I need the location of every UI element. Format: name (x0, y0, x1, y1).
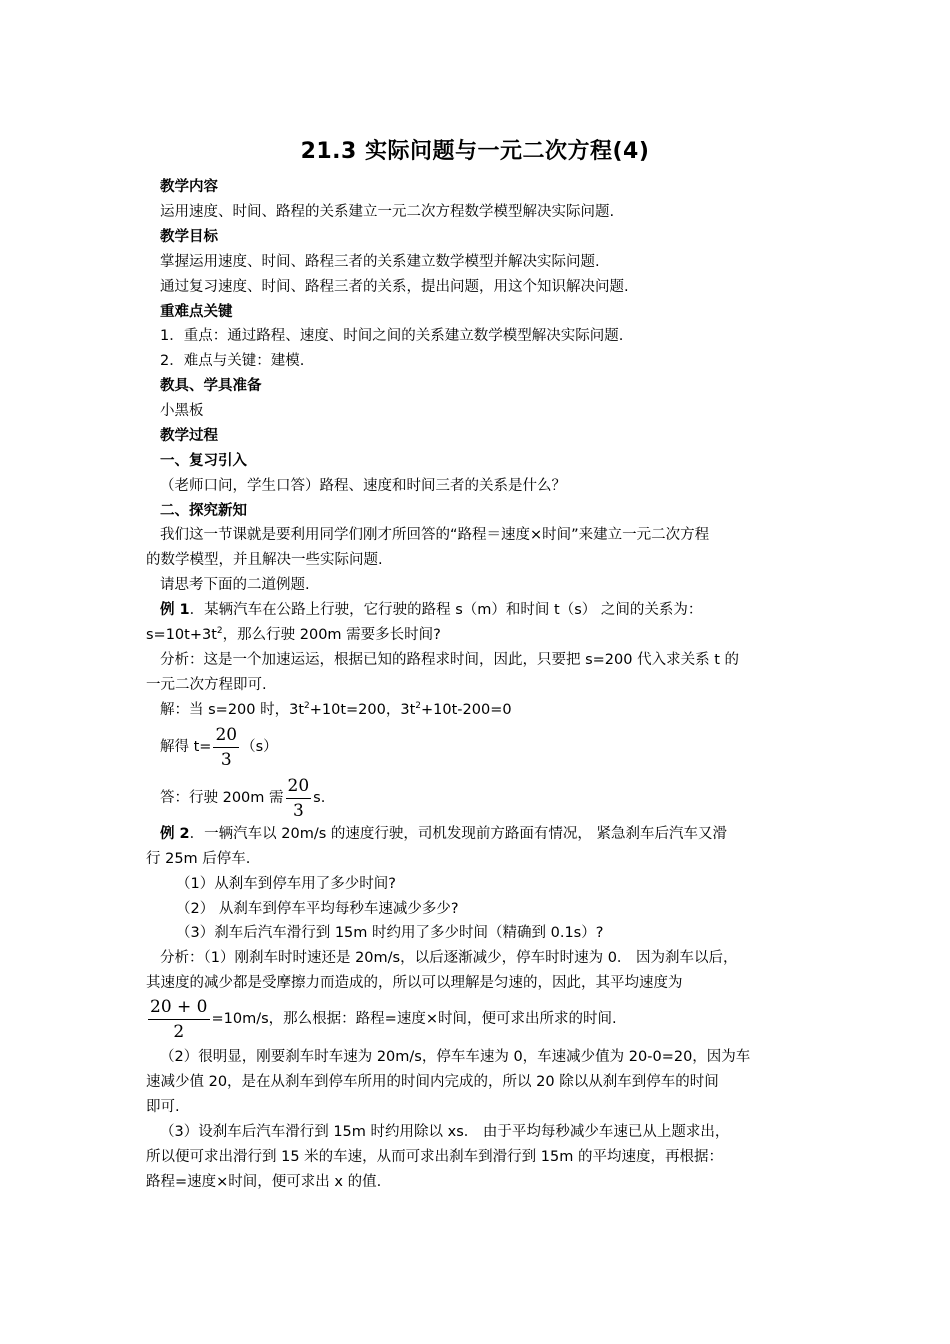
superscript: 2 (216, 626, 223, 637)
heading-review-intro: 一、复习引入 (160, 453, 247, 469)
fraction-numerator: 20 (286, 776, 312, 799)
fraction (286, 776, 312, 821)
result-prefix: 解得 t= (160, 739, 212, 755)
example-1-result (160, 724, 830, 770)
example-1-line-1 (160, 600, 830, 620)
example-2-text: ．一辆汽车以 20m/s 的速度行驶，司机发现前方路面有情况， 紧急刹车后汽车又滑 (189, 826, 727, 842)
example-2-part-3-line-3: 路程=速度×时间，便可求出 x 的值. (146, 1174, 382, 1190)
example-2-line-2: 行 25m 后停车. (146, 851, 251, 867)
teaching-content-text: 运用速度、时间、路程的关系建立一元二次方程数学模型解决实际问题. (160, 204, 615, 220)
example-2-question-3: （3）刹车后汽车滑行到 15m 时约用了多少时间（精确到 0.1s）? (176, 925, 604, 941)
example-1-formula: s=10t+3t (146, 627, 217, 643)
fraction-numerator: 20 + 0 (148, 997, 210, 1020)
example-2-part-3-line-2: 所以便可求出滑行到 15 米的车速，从而可求出刹车到滑行到 15m 的平均速度，再根据： (146, 1149, 723, 1165)
example-1-analysis-2: 一元二次方程即可. (146, 677, 267, 693)
solution-part: +10t=200，3t (309, 702, 416, 718)
example-1-text: ．某辆汽车在公路上行驶，它行驶的路程 s（m）和时间 t（s） 之间的关系为： (189, 602, 703, 618)
review-intro-text: （老师口问，学生口答）路程、速度和时间三者的关系是什么？ (160, 478, 566, 494)
teaching-goals-text-2: 通过复习速度、时间、路程三者的关系，提出问题，用这个知识解决问题. (160, 279, 629, 295)
example-2-analysis-2: 其速度的减少都是受摩擦力而造成的，所以可以理解是匀速的，因此，其平均速度为 (146, 975, 683, 991)
example-1-label: 例 1 (160, 602, 190, 618)
heading-teaching-goals: 教学目标 (160, 229, 218, 245)
example-2-line-1 (160, 824, 830, 844)
teaching-goals-text-1: 掌握运用速度、时间、路程三者的关系建立数学模型并解决实际问题. (160, 254, 600, 270)
key-points-text-1: 1．重点：通过路程、速度、时间之间的关系建立数学模型解决实际问题. (160, 328, 624, 344)
example-2-part-2-line-2: 速减少值 20，是在从刹车到停车所用的时间内完成的，所以 20 除以从刹车到停车的时间 (146, 1074, 719, 1090)
fraction-denominator: 3 (220, 749, 232, 770)
answer-unit: s. (313, 790, 326, 806)
heading-key-points: 重难点关键 (160, 304, 233, 320)
example-2-question-2: （2） 从刹车到停车平均每秒车速减少多少? (176, 901, 459, 917)
key-points-text-2: 2．难点与关键：建模. (160, 353, 305, 369)
example-2-analysis-1: 分析：（1）刚刹车时时速还是 20m/s，以后逐渐减少，停车时时速为 0． 因为刹车以后， (160, 950, 738, 966)
example-2-label: 例 2 (160, 826, 190, 842)
analysis-text: =10m/s，那么根据：路程=速度×时间，便可求出所求的时间. (211, 1011, 617, 1027)
superscript: 2 (415, 701, 422, 712)
fraction (213, 725, 239, 770)
explore-text-line-3: 请思考下面的二道例题. (160, 577, 310, 593)
example-2-part-3-line-1: （3）设刹车后汽车滑行到 15m 时约用除以 xs． 由于平均每秒减少车速已从上题求出， (160, 1124, 730, 1140)
example-2-question-1: （1）从刹车到停车用了多少时间? (176, 876, 396, 892)
heading-teaching-content: 教学内容 (160, 179, 218, 195)
example-1-line-2 (146, 625, 816, 645)
example-2-part-2-line-3: 即可. (146, 1099, 180, 1115)
solution-part: 解：当 s=200 时，3t (160, 702, 305, 718)
example-1-answer (160, 775, 830, 821)
teaching-aids-text: 小黑板 (160, 403, 204, 419)
example-1-analysis-1: 分析：这是一个加速运运，根据已知的路程求时间，因此，只要把 s=200 代入求关系 t 的 (160, 652, 739, 668)
example-2-analysis-3 (146, 996, 816, 1042)
example-1-solution (160, 700, 830, 720)
fraction-denominator: 3 (292, 800, 304, 821)
explore-text-line-2: 的数学模型，并且解决一些实际问题. (146, 552, 383, 568)
solution-part: +10t-200=0 (421, 702, 512, 718)
document-title: 21.3 实际问题与一元二次方程(4) (300, 139, 650, 164)
heading-explore-new: 二、探究新知 (160, 503, 247, 519)
fraction-numerator: 20 (213, 725, 239, 748)
result-unit: （s） (241, 739, 278, 755)
heading-teaching-aids: 教具、学具准备 (160, 378, 262, 394)
example-2-part-2-line-1: （2）很明显，刚要刹车时车速为 20m/s，停车车速为 0，车速减少值为 20-0=20，因为车 (160, 1049, 751, 1065)
fraction-denominator: 2 (173, 1021, 185, 1042)
answer-prefix: 答：行驶 200m 需 (160, 790, 284, 806)
example-1-question: ，那么行驶 200m 需要多长时间? (222, 627, 441, 643)
explore-text-line-1: 我们这一节课就是要利用同学们刚才所回答的“路程＝速度×时间”来建立一元二次方程 (160, 527, 710, 543)
fraction (148, 997, 210, 1042)
heading-teaching-process: 教学过程 (160, 428, 218, 444)
superscript: 2 (304, 701, 310, 712)
